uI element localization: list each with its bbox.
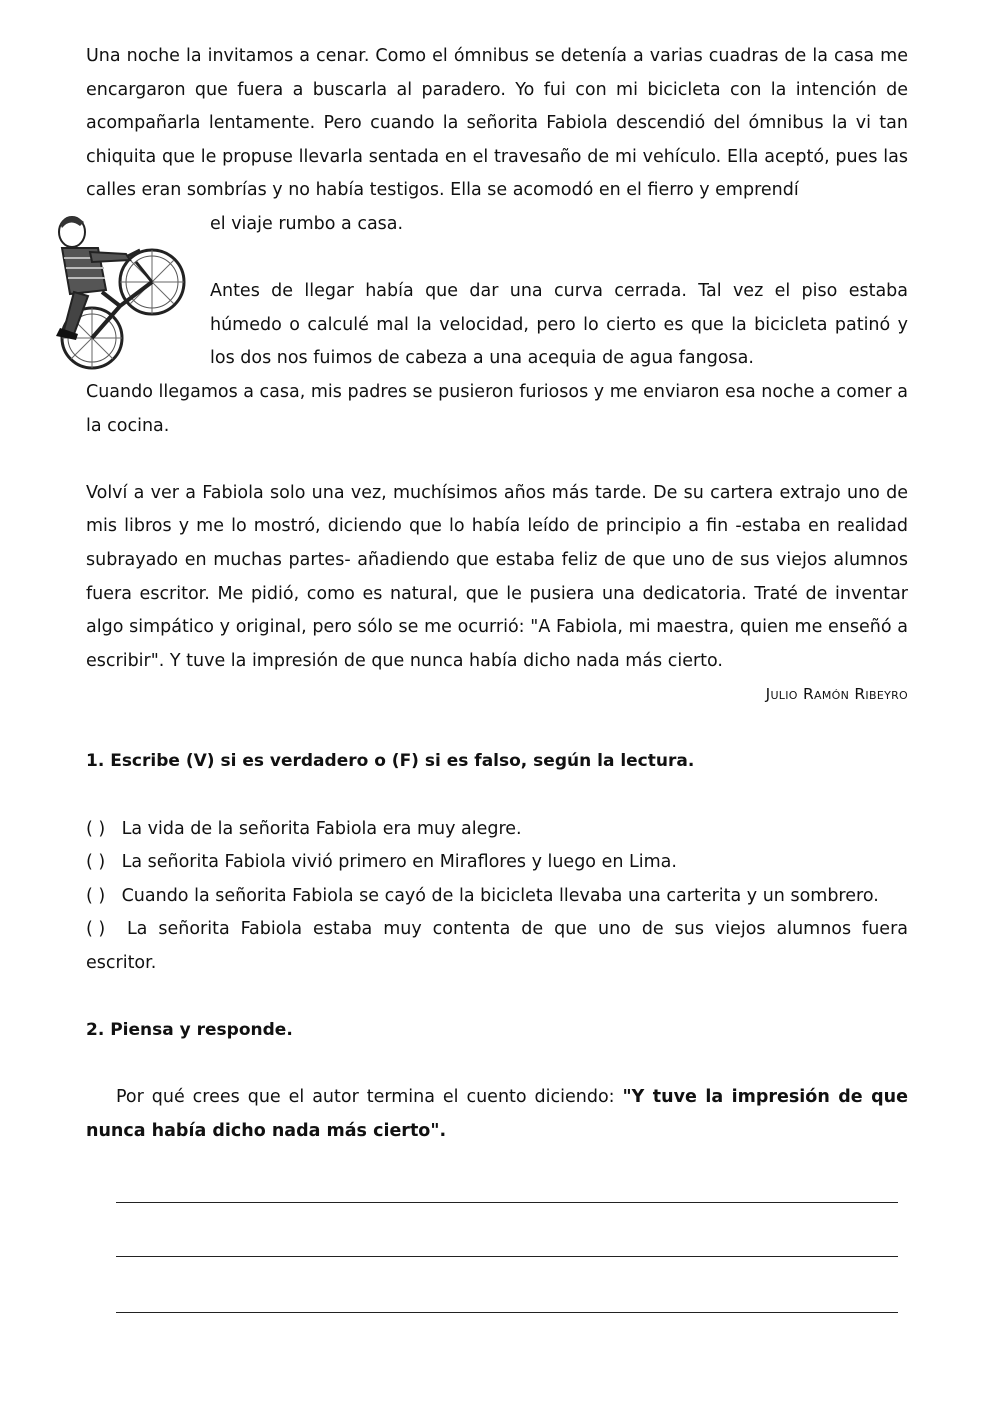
statement-text: La señorita Fabiola vivió primero en Miraflores y luego en Lima. [121, 852, 677, 873]
prompt-text: Por qué crees que el autor termina el cuento diciendo: [116, 1087, 623, 1108]
answer-line-3[interactable] [116, 1312, 898, 1313]
answer-line-1[interactable] [116, 1202, 898, 1203]
story-paragraph-1-end: el viaje rumbo a casa. [210, 213, 404, 234]
spacer [86, 779, 908, 813]
statement-text: La señorita Fabiola estaba muy contenta de que uno de sus viejos alumnos fuera escritor. [86, 919, 908, 974]
true-false-item [86, 880, 908, 914]
spacer [86, 981, 908, 1015]
statement-text: La vida de la señorita Fabiola era muy alegre. [121, 818, 522, 839]
true-false-item [86, 913, 908, 980]
question-1-title: 1. Escribe (V) si es verdadero o (F) si es falso, según la lectura. [86, 751, 695, 772]
answer-blank[interactable]: ( ) [86, 885, 106, 906]
prompt-quote: "Y tuve la impresión de que nunca había dicho nada más cierto". [86, 1087, 908, 1141]
spacer [86, 712, 908, 746]
statement-text: Cuando la señorita Fabiola se cayó de la bicicleta llevaba una carterita y un sombrero. [121, 885, 879, 906]
worksheet-page [86, 40, 908, 1149]
question-2-prompt [86, 1081, 908, 1148]
answer-blank[interactable]: ( ) [86, 919, 106, 940]
story-paragraph-4: Volví a ver a Fabiola solo una vez, muchísimos años más tarde. De su cartera extrajo uno de mis libros y me lo mostró, diciendo que lo había leído de principio a fin -estaba en realidad subrayado en muchas partes- añadiendo que estaba feliz de que uno de sus viejos alumnos fuera escritor. Me pidió, como es natural, que le pusiera una dedicatoria. Traté de inventar algo simpático y original, pero sólo se me ocurrió: "A Fabiola, mi maestra, quien me enseñó a escribir". Y tuve la impresión de que nunca había dicho nada más cierto. [86, 482, 908, 671]
author-credit: Julio Ramón Ribeyro [765, 685, 908, 704]
answer-line-2[interactable] [116, 1256, 898, 1257]
answer-blank[interactable]: ( ) [86, 818, 106, 839]
answer-blank[interactable]: ( ) [86, 852, 106, 873]
story-paragraph-1: Una noche la invitamos a cenar. Como el ómnibus se detenía a varias cuadras de la casa me encargaron que fuera a buscarla al paradero. Yo fui con mi bicicleta con la intención de acompañarla lentamente. Pero cuando la señorita Fabiola descendió del ómnibus la vi tan chiquita que le propuse llevarla sentada en el travesaño de mi vehículo. Ella aceptó, pues las calles eran sombrías y no había testigos. Ella se acomodó en el fierro y emprendí [86, 46, 908, 201]
story-paragraph-2: Antes de llegar había que dar una curva cerrada. Tal vez el piso estaba húmedo o calculé mal la velocidad, pero lo cierto es que la bicicleta patinó y los dos nos fuimos de cabeza a una acequia de agua fangosa. [210, 281, 908, 369]
boy-on-bicycle-illustration [40, 210, 190, 370]
true-false-item [86, 813, 908, 847]
spacer [86, 443, 908, 477]
spacer [86, 1048, 908, 1082]
question-2-title: 2. Piensa y responde. [86, 1020, 293, 1041]
true-false-item [86, 846, 908, 880]
story-paragraph-3: Cuando llegamos a casa, mis padres se pusieron furiosos y me enviaron esa noche a comer a la cocina. [86, 381, 908, 436]
